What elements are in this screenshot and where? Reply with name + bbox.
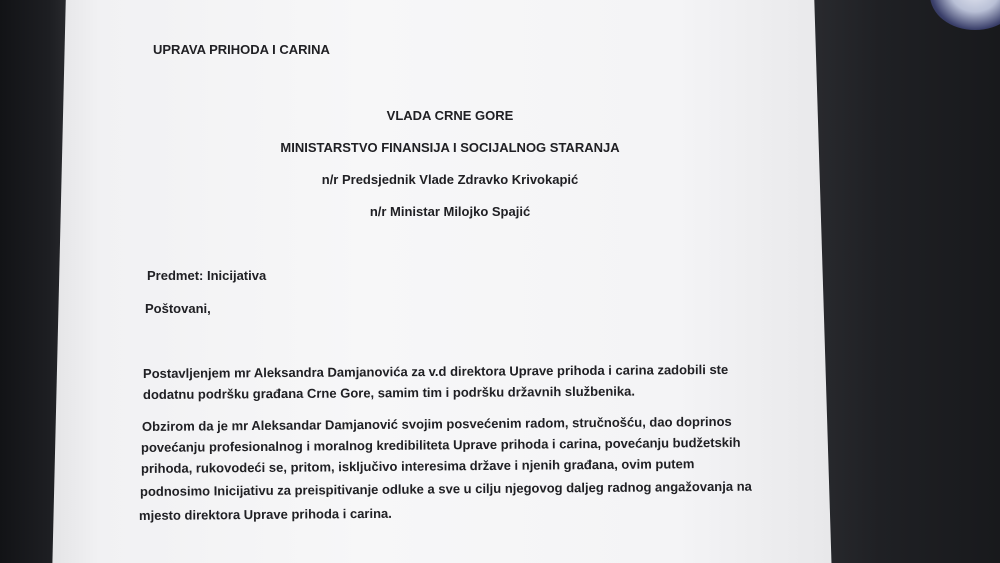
recipient-ministry: MINISTARSTVO FINANSIJA I SOCIJALNOG STARANJA	[280, 140, 620, 155]
salutation: Poštovani,	[145, 301, 211, 316]
desk-surface-right	[800, 0, 1000, 563]
paragraph-1-line-1: Postavljenjem mr Aleksandra Damjanovića za v.d direktora Uprave prihoda i carina zadobili ste	[142, 361, 729, 381]
paragraph-2-line-2: povećanju profesionalnog i moralnog kredibiliteta Uprave prihoda i carina, povećanju budžetskih	[140, 434, 741, 455]
paragraph-2-line-4: podnosimo Inicijativu za preispitivanje odluke a sve u cilju njegovog daljeg radnog angažovanja na	[139, 478, 752, 499]
paragraph-1-line-2: dodatnu podršku građana Crne Gore, samim tim i podršku državnih službenika.	[142, 383, 635, 402]
sender-heading: UPRAVA PRIHODA I CARINA	[153, 42, 330, 57]
paragraph-2-line-5: mjesto direktora Uprave prihoda i carina.	[138, 505, 392, 523]
recipient-attention-minister: n/r Ministar Milojko Spajić	[369, 204, 531, 219]
paragraph-2-line-1: Obzirom da je mr Aleksandar Damjanović svojim posvećenim radom, stručnošću, dao doprinos	[141, 413, 732, 434]
paragraph-2-line-3: prihoda, rukovodeći se, pritom, isključivo interesima države i njenih građana, ovim putem	[140, 456, 695, 476]
recipient-attention-president: n/r Predsjednik Vlade Zdravko Krivokapić	[321, 172, 579, 187]
subject-line: Predmet: Inicijativa	[147, 268, 267, 283]
recipient-government: VLADA CRNE GORE	[386, 108, 514, 123]
